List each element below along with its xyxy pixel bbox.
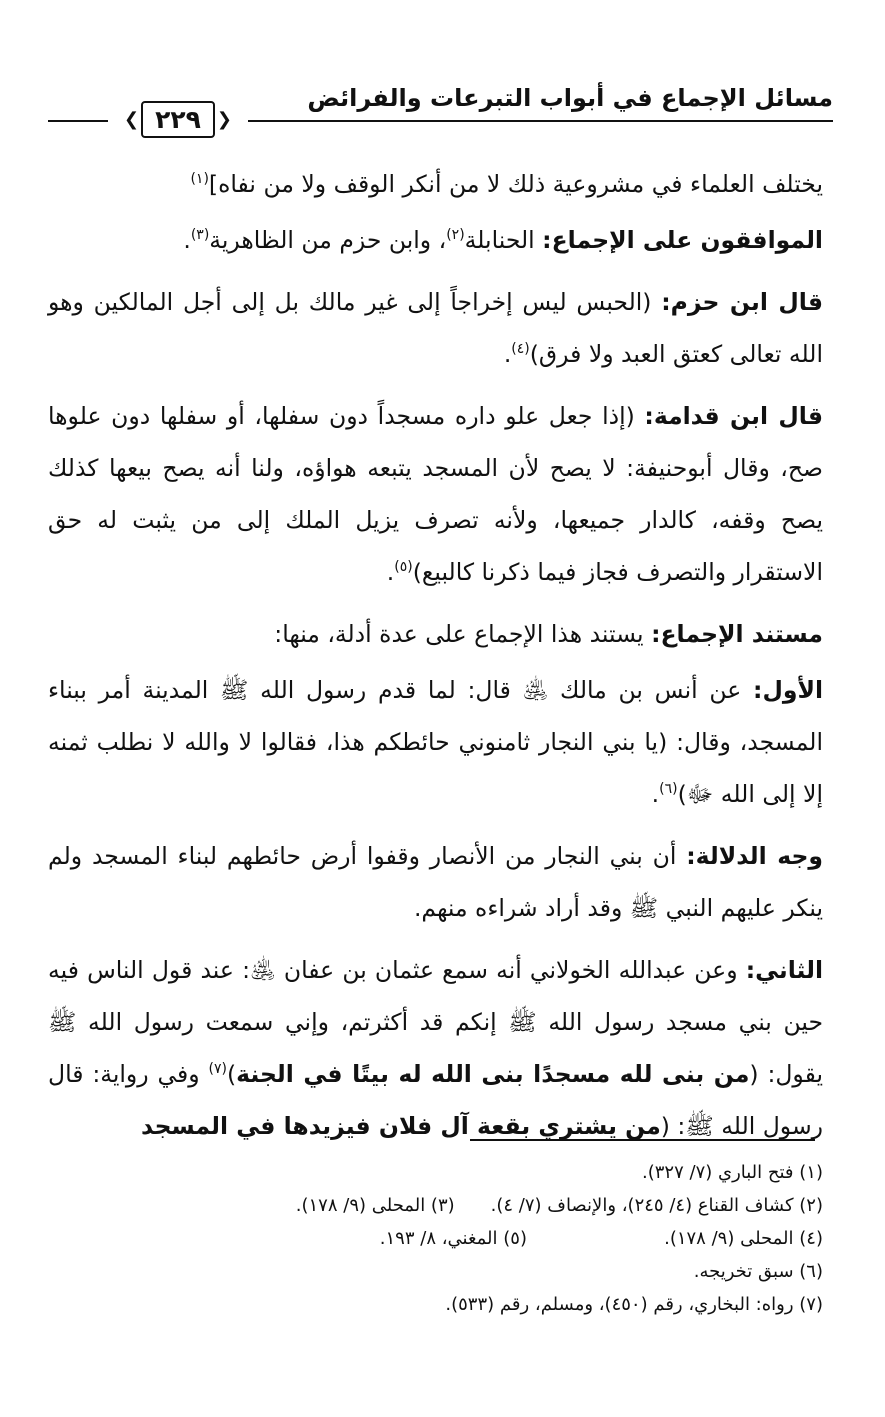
hadith-quote: من بنى لله مسجدًا بنى الله له بيتًا في الجنة [236,1060,750,1088]
paragraph-text: ، وابن حزم من الظاهرية [209,226,447,254]
footnote-1: (١) فتح الباري (٧/ ٣٢٧). [642,1162,823,1183]
paragraph-text: يختلف العلماء في مشروعية ذلك لا من أنكر الوقف ولا من نفاه] [208,170,823,198]
header-rule-right [248,120,833,122]
ornament-left-icon: ❮ [124,108,140,130]
footnote-ref: (٧) [208,1061,227,1078]
paragraph-text: ) [226,1060,237,1088]
paragraph-indication [48,830,823,934]
ornament-right-icon: ❯ [216,108,232,130]
footnote-ref: (٢) [446,227,465,244]
running-title: مسائل الإجماع في أبواب التبرعات والفرائض [307,84,833,112]
paragraph-text: (إذا جعل علو داره مسجداً دون سفلها، أو سفلها دون علوها صح، وقال أبوحنيفة: لا يصح لأن المسجد يتبعه هواؤه، ولنا أنه يصح بيعها كذلك يصح وقفه، كالدار جميعها، ولأنه تصرف يزيل الملك إلى من يثبت له حق الاستقرار والتصرف فجاز فيما ذكرنا كالبيع) [48,402,823,586]
period: . [651,780,660,808]
header-rule-left [48,120,108,122]
footnote-ref: (٤) [511,341,530,358]
page-number: ٢٢٩ [141,101,215,138]
footnote-ref: (٣) [190,227,210,244]
footnote-separator [470,1139,815,1141]
label-ibn-qudama: قال ابن قدامة: [644,402,823,430]
hadith-quote: من يشتري بقعة آل فلان فيزيدها في المسجد [141,1112,661,1140]
footnote-5: (٥) المغني، ٨/ ١٩٣. [379,1228,527,1249]
footnote-2: (٢) كشاف القناع (٤/ ٢٤٥)، والإنصاف (٧/ ٤). [490,1195,823,1216]
paragraph-1 [48,158,823,210]
paragraph-text: الحنابلة [464,226,543,254]
footnote-4: (٤) المحلى (٩/ ١٧٨). [664,1228,823,1249]
label-basis: مستند الإجماع: [651,620,823,648]
label-indication: وجه الدلالة: [686,842,823,870]
period: . [183,226,191,254]
footnote-row [48,1189,823,1222]
paragraph-agreeing [48,214,823,266]
page-header [48,82,833,142]
paragraph-text: (الحبس ليس إخراجاً إلى غير مالك بل إلى أجل المالكين وهو الله تعالى كعتق العبد ولا فرق) [48,288,823,368]
period: . [386,558,395,586]
footnote-ref: (٥) [394,559,413,576]
paragraph-basis [48,608,823,660]
main-text [48,158,823,1162]
paragraph-text: أن بني النجار من الأنصار وقفوا أرض حائطهم لبناء المسجد ولم ينكر عليهم النبي ﷺ وقد أراد شراءه منهم. [48,842,823,922]
label-agreeing: الموافقون على الإجماع: [542,226,823,254]
footnote-row [48,1222,823,1255]
footnote-ref: (١) [190,171,209,188]
footnotes [48,1156,823,1321]
paragraph-text: عن أنس بن مالك ﵁ قال: لما قدم رسول الله ﷺ المدينة أمر ببناء المسجد، وقال: (يا بني النجار ثامنوني حائطكم هذا، فقالوا لا والله لا نطلب ثمنه إلا إلى الله ﷻ) [48,676,823,808]
page-number-box [110,98,246,140]
label-ibn-hazm: قال ابن حزم: [661,288,824,316]
paragraph-second-evidence [48,944,823,1152]
paragraph-first-evidence [48,664,823,820]
footnote-ref: (٦) [659,781,678,798]
paragraph-text: وعن عبدالله الخولاني أنه سمع عثمان بن عفان ﵁: عند قول الناس فيه حين بني مسجد رسول الله ﷺ إنكم قد أكثرتم، وإني سمعت رسول الله ﷺ يقول: ( [48,956,823,1088]
footnote-6: (٦) سبق تخريجه. [693,1261,823,1282]
paragraph-ibn-qudama [48,390,823,598]
footnote-3: (٣) المحلى (٩/ ١٧٨). [295,1195,455,1216]
label-first: الأول: [753,676,823,704]
label-second: الثاني: [745,956,823,984]
paragraph-text: وفي رواية: قال رسول الله ﷺ: ( [48,1060,823,1140]
paragraph-ibn-hazm [48,276,823,380]
paragraph-text: يستند هذا الإجماع على عدة أدلة، منها: [274,620,652,648]
period: . [503,340,512,368]
footnote-7: (٧) رواه: البخاري، رقم (٤٥٠)، ومسلم، رقم (٥٣٣). [445,1294,823,1315]
